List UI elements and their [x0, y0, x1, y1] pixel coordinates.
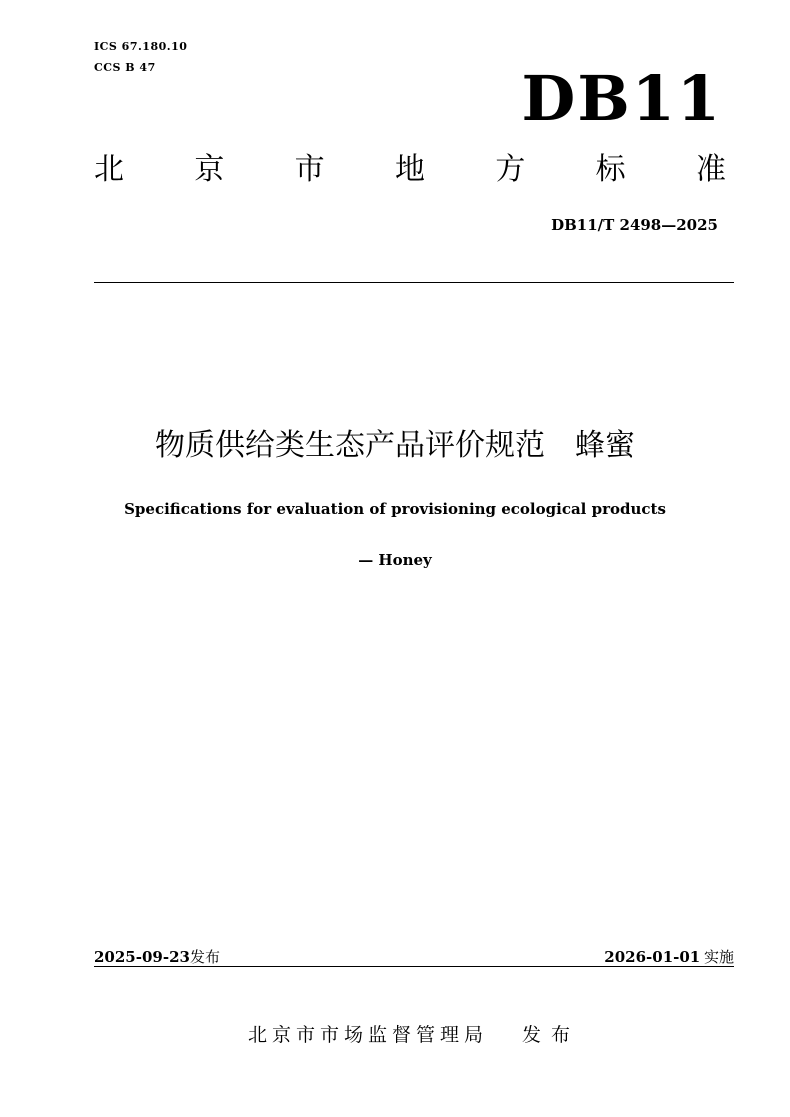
standard-type-char: 地	[394, 152, 425, 187]
standard-type-char: 京	[194, 152, 225, 187]
english-title: Specifications for evaluation of provisioning ecological products	[124, 500, 666, 518]
issuer-row	[94, 1020, 734, 1047]
english-subtitle: — Honey	[358, 551, 432, 569]
standard-type-char: 北	[94, 152, 124, 187]
standard-type	[94, 152, 726, 187]
implement-label: 实施	[703, 948, 734, 966]
implement-date: 2026-01-01	[604, 948, 701, 966]
standard-type-char: 市	[294, 152, 325, 187]
top-divider	[94, 282, 734, 283]
issue-label: 发布	[522, 1024, 581, 1046]
bottom-divider	[94, 966, 734, 967]
standard-number: DB11/T 2498—2025	[551, 216, 718, 234]
publish-date-group	[94, 946, 220, 967]
ccs-code: CCS B 47	[94, 61, 156, 74]
date-row	[94, 946, 734, 966]
standard-type-char: 准	[695, 152, 726, 187]
standard-logo: DB11	[521, 62, 722, 135]
chinese-title: 物质供给类生态产品评价规范 蜂蜜	[155, 428, 635, 463]
issuer-name: 北京市市场监督管理局	[247, 1024, 488, 1046]
standard-type-char: 方	[495, 152, 526, 187]
implement-date-group	[604, 946, 734, 967]
standard-type-char: 标	[595, 152, 626, 187]
ics-code: ICS 67.180.10	[94, 40, 188, 53]
publish-date: 2025-09-23	[94, 948, 190, 966]
publish-label: 发布	[189, 948, 220, 966]
